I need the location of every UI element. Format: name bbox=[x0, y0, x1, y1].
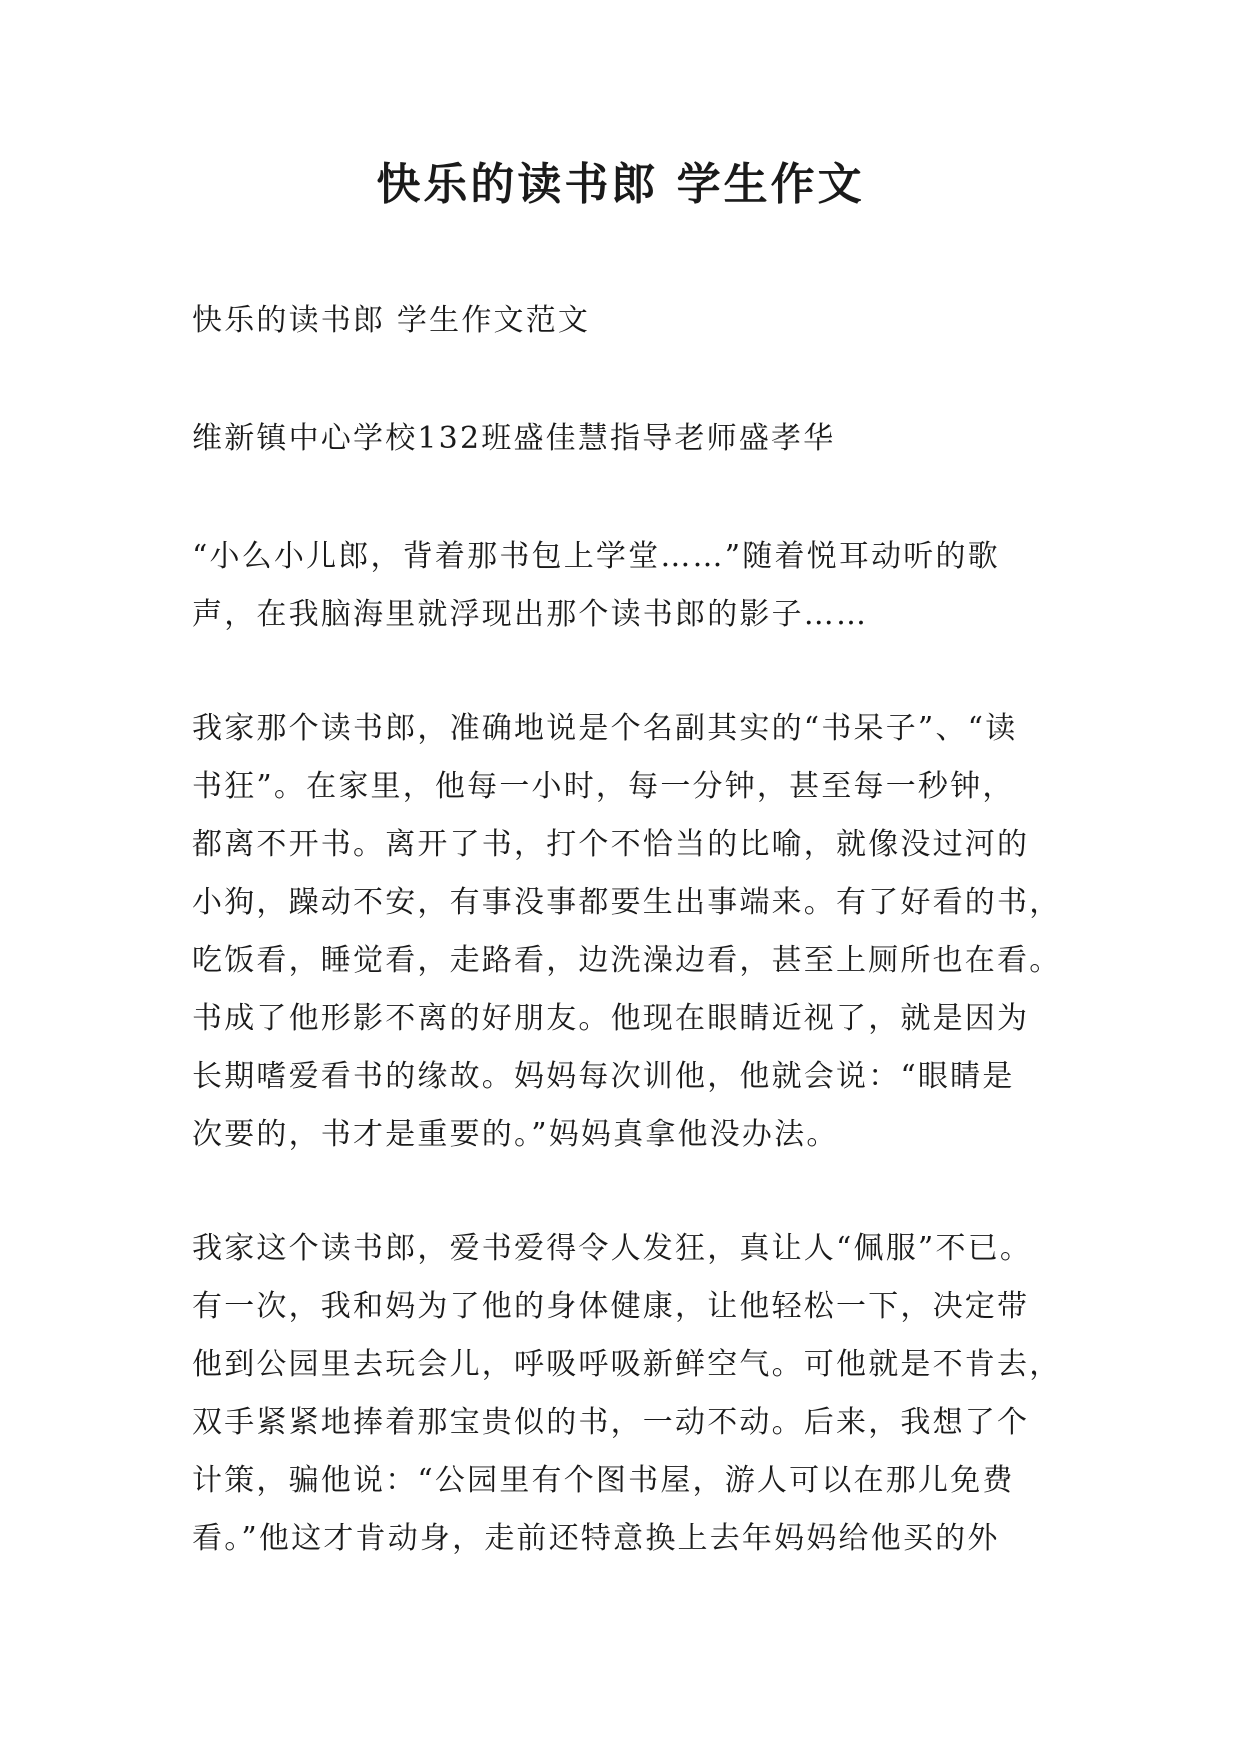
paragraph-gap bbox=[192, 1164, 1052, 1220]
paragraph-3 bbox=[192, 1220, 1062, 1568]
paragraph-line: 我家这个读书郎，爱书爱得令人发狂，真让人“佩服”不已。 bbox=[192, 1231, 1033, 1266]
paragraph-1 bbox=[192, 528, 1052, 644]
paragraph-line: 看。”他这才肯动身，走前还特意换上去年妈妈给他买的外 bbox=[192, 1521, 1000, 1556]
paragraph-2 bbox=[192, 700, 1062, 1164]
paragraph-line: “小么小儿郎，背着那书包上学堂……”随着悦耳动听的歌 bbox=[192, 539, 1000, 574]
paragraph-line: 他到公园里去玩会儿，呼吸呼吸新鲜空气。可他就是不肯去， bbox=[192, 1347, 1062, 1382]
paragraph-line: 双手紧紧地捧着那宝贵似的书，一动不动。后来，我想了个 bbox=[192, 1405, 1030, 1440]
paragraph-line: 书狂”。在家里，他每一小时，每一分钟，甚至每一秒钟， bbox=[192, 769, 1015, 804]
paragraph-line: 都离不开书。离开了书，打个不恰当的比喻，就像没过河的 bbox=[192, 827, 1030, 862]
byline-line: 维新镇中心学校132班盛佳慧指导老师盛孝华 bbox=[192, 421, 836, 456]
paragraph-line: 书成了他形影不离的好朋友。他现在眼睛近视了，就是因为 bbox=[192, 1001, 1030, 1036]
paragraph-line: 我家那个读书郎，准确地说是个名副其实的“书呆子”、“读 bbox=[192, 711, 1018, 746]
paragraph-line: 有一次，我和妈为了他的身体健康，让他轻松一下，决定带 bbox=[192, 1289, 1030, 1324]
paragraph-line: 声，在我脑海里就浮现出那个读书郎的影子…… bbox=[192, 597, 869, 632]
paragraph-line: 长期嗜爱看书的缘故。妈妈每次训他，他就会说：“眼睛是 bbox=[192, 1059, 1015, 1094]
document-title: 快乐的读书郎 学生作文 bbox=[376, 159, 865, 210]
paragraph-gap bbox=[192, 644, 1052, 700]
document-body bbox=[192, 292, 1062, 1568]
paragraph-line: 小狗，躁动不安，有事没事都要生出事端来。有了好看的书， bbox=[192, 885, 1062, 920]
paragraph-gap bbox=[192, 468, 1052, 528]
paragraph-line: 吃饭看，睡觉看，走路看，边洗澡边看，甚至上厕所也在看。 bbox=[192, 943, 1062, 978]
subtitle-line: 快乐的读书郎 学生作文范文 bbox=[192, 303, 591, 338]
paragraph-gap bbox=[192, 350, 1052, 410]
paragraph-line: 次要的，书才是重要的。”妈妈真拿他没办法。 bbox=[192, 1117, 839, 1152]
paragraph-line: 计策，骗他说：“公园里有个图书屋，游人可以在那儿免费 bbox=[192, 1463, 1015, 1498]
